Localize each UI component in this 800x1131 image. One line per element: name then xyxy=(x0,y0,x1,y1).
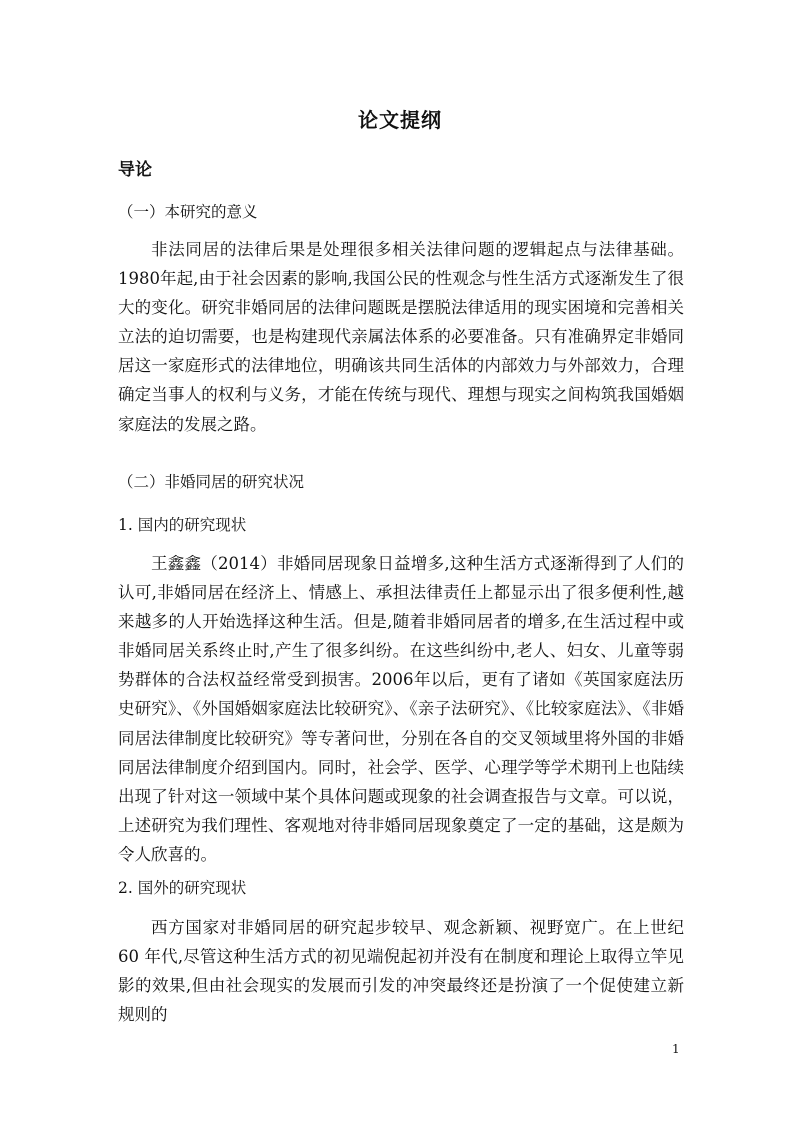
subsection-heading-significance: （一）本研究的意义 xyxy=(118,203,258,221)
subsection-heading-research-status: （二）非婚同居的研究状况 xyxy=(118,473,305,491)
paragraph-significance: 非法同居的法律后果是处理很多相关法律问题的逻辑起点与法律基础。1980年起,由于社会因素的影响,我国公民的性观念与性生活方式逐渐发生了很大的变化。研究非婚同居的法律问题既是摆脱法律适用的现实困境和完善相关立法的迫切需要，也是构建现代亲属法体系的必要准备。只有准确界定非婚同居这一家庭形式的法律地位，明确该共同生活体的内部效力与外部效力，合理确定当事人的权利与义务，才能在传统与现代、理想与现实之间构筑我国婚姻家庭法的发展之路。 xyxy=(118,240,684,434)
section-heading-intro: 导论 xyxy=(118,160,152,180)
item-heading-domestic: 1. 国内的研究现状 xyxy=(118,516,247,534)
paragraph-domestic: 王鑫鑫（2014）非婚同居现象日益增多,这种生活方式逐渐得到了人们的认可,非婚同居在经济上、情感上、承担法律责任上都显示出了很多便利性,越来越多的人开始选择这种生活。但是,随着非婚同居者的增多,在生活过程中或非婚同居关系终止时,产生了很多纠纷。在这些纠纷中,老人、妇女、儿童等弱势群体的合法权益经常受到损害。2006年以后，更有了诸如《英国家庭法历史研究》、《外国婚姻家庭法比较研究》、《亲子法研究》、《比较家庭法》、《非婚同居法律制度比较研究》等专著问世，分别在各自的交叉领域里将外国的非婚同居法律制度介绍到国内。同时，社会学、医学、心理学等学术期刊上也陆续出现了针对这一领域中某个具体问题或现象的社会调查报告与文章。可以说，上述研究为我们理性、客观地对待非婚同居现象奠定了一定的基础，这是颇为令人欣喜的。 xyxy=(118,554,684,864)
item-heading-foreign: 2. 国外的研究现状 xyxy=(118,879,247,897)
page-number: 1 xyxy=(672,1042,680,1056)
document-title: 论文提纲 xyxy=(358,108,442,132)
paragraph-foreign: 西方国家对非婚同居的研究起步较早、观念新颖、视野宽广。在上世纪 60 年代,尽管这种生活方式的初见端倪起初并没有在制度和理论上取得立竿见影的效果,但由社会现实的发展而引发的冲突最终还是扮演了一个促使建立新规则的 xyxy=(118,918,684,1025)
